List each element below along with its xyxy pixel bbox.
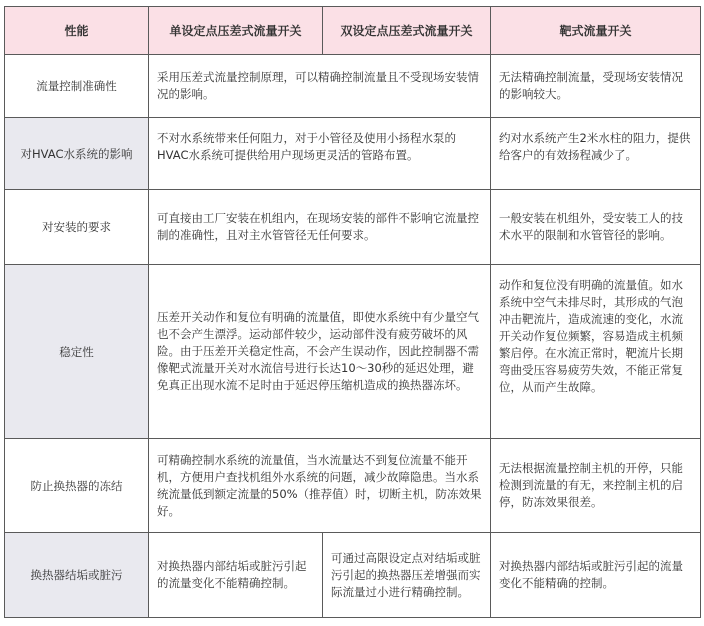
header-double-setpoint: 双设定点压差式流量开关: [323, 7, 491, 55]
differential-cell: 采用压差式流量控制原理，可以精确控制流量且不受现场安装情况的影响。: [149, 55, 491, 118]
target-cell: 无法精确控制流量，受现场安装情况的影响较大。: [491, 55, 701, 118]
comparison-table: [4, 6, 701, 618]
single-setpoint-cell: 对换热器内部结垢或脏污引起的流量变化不能精确控制。: [149, 533, 323, 618]
differential-cell: 压差开关动作和复位有明确的流量值，即使水系统中有少量空气也不会产生漂浮。运动部件较少，运动部件没有疲劳破坏的风险。由于压差开关稳定性高，不会产生误动作，因此控制器不需像靶式流量开关对水流信号进行长达10～30秒的延迟处理，避免真正出现水流不足时由于延迟停压缩机造成的换热器冻坏。: [149, 265, 491, 439]
differential-cell: 可直接由工厂安装在机组内，在现场安装的部件不影响它流量控制的准确性，且对主水管管径无任何要求。: [149, 190, 491, 265]
target-cell: 一般安装在机组外，受安装工人的技术水平的限制和水管管径的影响。: [491, 190, 701, 265]
row-label: 对HVAC水系统的影响: [5, 118, 149, 190]
row-label: 防止换热器的冻结: [5, 439, 149, 533]
header-performance: 性能: [5, 7, 149, 55]
target-cell: 约对水系统产生2米水柱的阻力，提供给客户的有效扬程减少了。: [491, 118, 701, 190]
row-label: 换热器结垢或脏污: [5, 533, 149, 618]
target-cell: 对换热器内部结垢或脏污引起的流量变化不能精确的控制。: [491, 533, 701, 618]
differential-cell: 不对水系统带来任何阻力，对于小管径及使用小扬程水泵的HVAC水系统可提供给用户现场更灵活的管路布置。: [149, 118, 491, 190]
table-row: [5, 55, 701, 118]
table-row: [5, 118, 701, 190]
row-label: 流量控制准确性: [5, 55, 149, 118]
table-row: [5, 533, 701, 618]
target-cell: 动作和复位没有明确的流量值。如水系统中空气未排尽时，其形成的气泡冲击靶流片，造成流速的变化，水流开关动作复位频繁，容易造成主机频繁启停。在水流正常时，靶流片长期弯曲受压容易疲劳失效，不能正常复位，从而产生故障。: [491, 265, 701, 439]
target-cell: 无法根据流量控制主机的开停，只能检测到流量的有无，来控制主机的启停，防冻效果很差。: [491, 439, 701, 533]
table-header-row: [5, 7, 701, 55]
double-setpoint-cell: 可通过高限设定点对结垢或脏污引起的换热器压差增强而实际流量过小进行精确控制。: [323, 533, 491, 618]
row-label: 稳定性: [5, 265, 149, 439]
header-target-flow-switch: 靶式流量开关: [491, 7, 701, 55]
table-row: [5, 190, 701, 265]
table-row: [5, 265, 701, 439]
row-label: 对安装的要求: [5, 190, 149, 265]
differential-cell: 可精确控制水系统的流量值，当水流量达不到复位流量不能开机，方便用户查找机组外水系统的问题，减少故障隐患。当水系统流量低到额定流量的50%（推荐值）时，切断主机，防冻效果好。: [149, 439, 491, 533]
header-single-setpoint: 单设定点压差式流量开关: [149, 7, 323, 55]
table-row: [5, 439, 701, 533]
